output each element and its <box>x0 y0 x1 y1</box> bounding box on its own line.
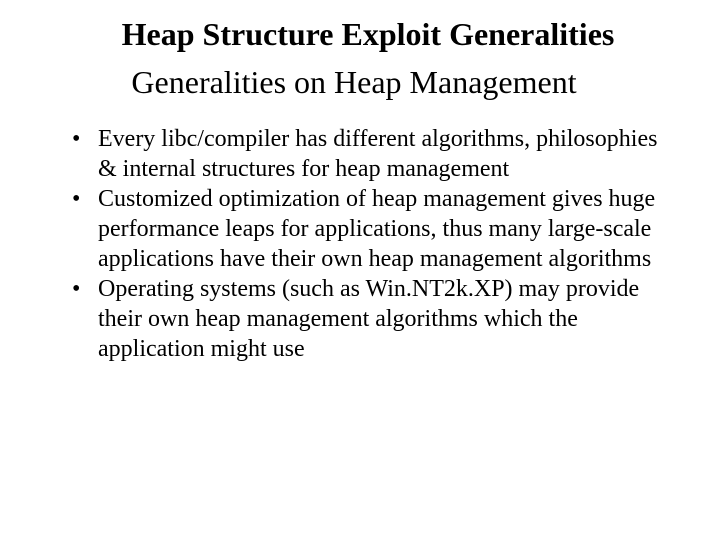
slide-subtitle: Generalities on Heap Management <box>131 64 577 100</box>
bullet-text: Customized optimization of heap management gives huge performance leaps for applications, thus many large-scale applications have their own heap management algorithms <box>98 186 656 272</box>
bullet-list <box>72 124 672 364</box>
bullet-point-icon: • <box>72 276 81 302</box>
bullet-item <box>72 274 672 364</box>
slide-title: Heap Structure Exploit Generalities <box>121 16 615 52</box>
bullet-text: Operating systems (such as Win.NT2k.XP) may provide their own heap management algorithms which the application might use <box>98 276 640 362</box>
bullet-item <box>72 124 672 184</box>
bullet-text: Every libc/compiler has different algorithms, philosophies & internal structures for heap management <box>98 126 658 182</box>
bullet-point-icon: • <box>72 126 81 152</box>
bullet-item <box>72 184 672 274</box>
bullet-point-icon: • <box>72 186 81 212</box>
